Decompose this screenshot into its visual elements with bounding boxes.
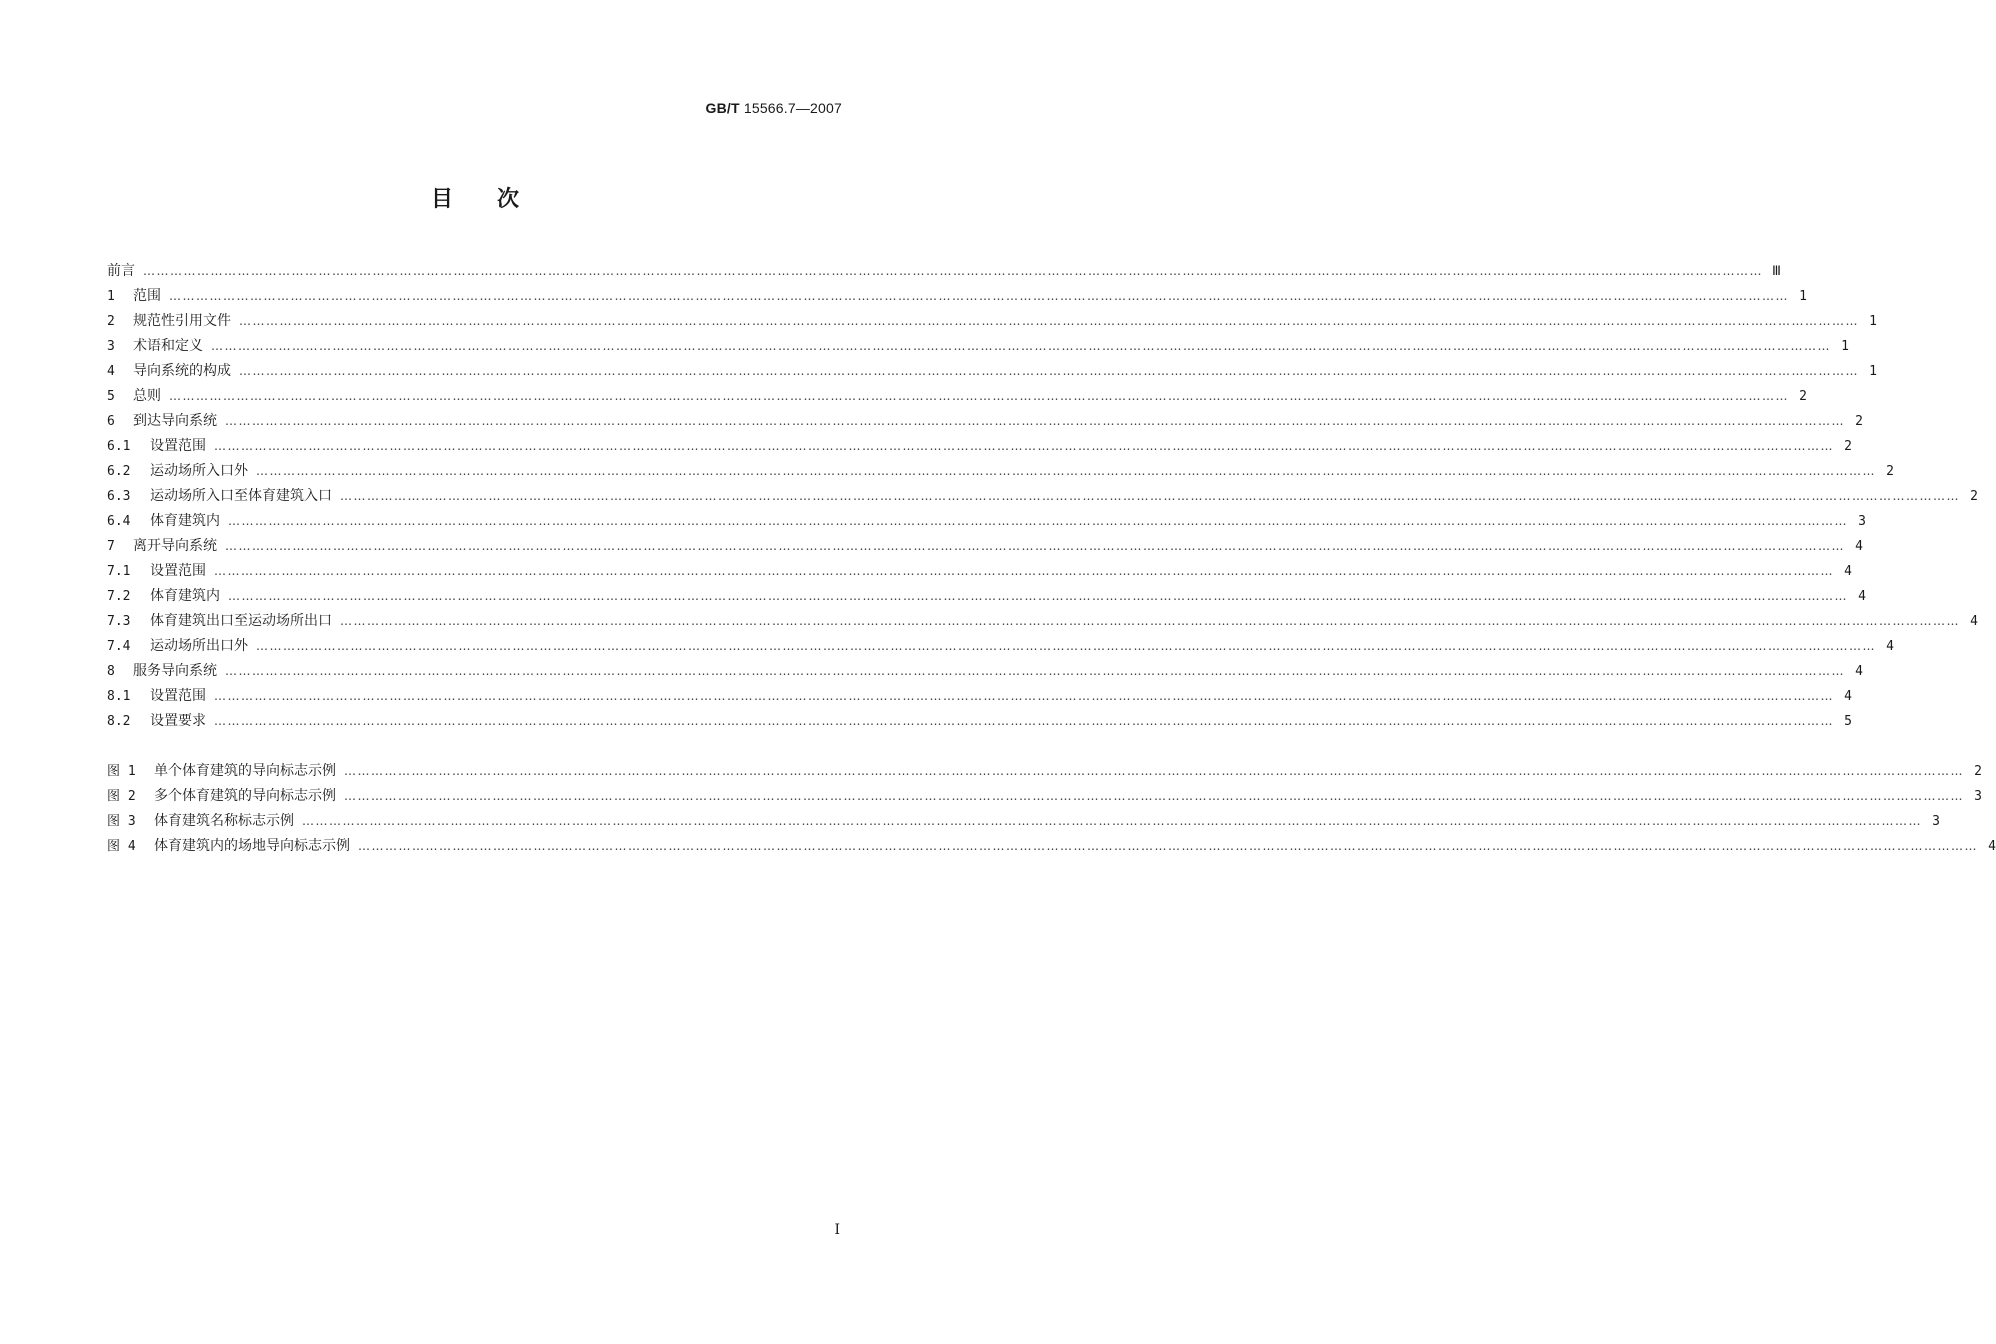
dot-leader: ……………………………………………………………………………………………………………………………………………………………………………………………………………………………………………………………………………………………………………………………… (211, 339, 1831, 353)
dot-leader: ……………………………………………………………………………………………………………………………………………………………………………………………………………………………………………………………………………………………………………………………… (344, 764, 1964, 778)
figure-entry[interactable] (107, 786, 1982, 811)
figure-entry-page: 3 (1974, 789, 1982, 804)
figure-entry-title: 体育建筑内的场地导向标志示例 (154, 838, 350, 854)
toc-figure-list (107, 761, 1996, 861)
dot-leader: ……………………………………………………………………………………………………………………………………………………………………………………………………………………………………………………………………………………………………………………………… (214, 714, 1834, 728)
toc-entry-number: 6.4 (107, 514, 131, 529)
figure-entry-title: 多个体育建筑的导向标志示例 (154, 788, 336, 804)
dot-leader: ……………………………………………………………………………………………………………………………………………………………………………………………………………………………………………………………………………………………………………………………… (302, 814, 1922, 828)
toc-entry-page: 1 (1869, 364, 1877, 379)
toc-entry[interactable] (107, 411, 1863, 436)
dot-leader: ……………………………………………………………………………………………………………………………………………………………………………………………………………………………………………………………………………………………………………………………… (214, 439, 1834, 453)
toc-entry-number: 3 (107, 339, 115, 354)
toc-entry[interactable] (107, 586, 1866, 611)
toc-entry[interactable] (107, 636, 1894, 661)
toc-entry-page: 4 (1970, 614, 1978, 629)
toc-entry-title: 设置范围 (150, 438, 206, 454)
dot-leader: ……………………………………………………………………………………………………………………………………………………………………………………………………………………………………………………………………………………………………………………………… (340, 489, 1960, 503)
figure-entry-title: 单个体育建筑的导向标志示例 (154, 763, 336, 779)
figure-entry[interactable] (107, 761, 1982, 786)
dot-leader: ……………………………………………………………………………………………………………………………………………………………………………………………………………………………………………………………………………………………………………………………… (225, 414, 1845, 428)
toc-entry[interactable] (107, 336, 1849, 361)
toc-entry[interactable] (107, 511, 1866, 536)
standard-id: 15566.7—2007 (743, 100, 842, 116)
toc-entry-title: 设置范围 (150, 563, 206, 579)
toc-entry-title: 运动场所入口外 (150, 463, 248, 479)
toc-entry-number: 7.3 (107, 614, 131, 629)
toc-entry-number: 7.4 (107, 639, 131, 654)
toc-entry-number: 7 (107, 539, 115, 554)
toc-entry[interactable] (107, 311, 1877, 336)
toc-entry-title: 导向系统的构成 (133, 363, 231, 379)
toc-entry-number: 8.1 (107, 689, 131, 704)
toc-entry-page: 1 (1799, 289, 1807, 304)
section-divider (107, 736, 842, 761)
dot-leader: ……………………………………………………………………………………………………………………………………………………………………………………………………………………………………………………………………………………………………………………………… (225, 664, 1845, 678)
toc-entry-page: 4 (1855, 664, 1863, 679)
dot-leader: ……………………………………………………………………………………………………………………………………………………………………………………………………………………………………………………………………………………………………………………………… (358, 839, 1978, 853)
dot-leader: ……………………………………………………………………………………………………………………………………………………………………………………………………………………………………………………………………………………………………………………………… (239, 314, 1859, 328)
standard-prefix: GB/T (705, 100, 740, 116)
toc-entry-number: 4 (107, 364, 115, 379)
toc-entry-title: 范围 (133, 288, 161, 304)
table-of-contents (107, 261, 1996, 861)
toc-entry-page: 4 (1844, 564, 1852, 579)
dot-leader: ……………………………………………………………………………………………………………………………………………………………………………………………………………………………………………………………………………………………………………………………… (143, 264, 1763, 278)
dot-leader: ……………………………………………………………………………………………………………………………………………………………………………………………………………………………………………………………………………………………………………………………… (256, 639, 1876, 653)
toc-entry[interactable] (107, 686, 1852, 711)
toc-entry-number: 6 (107, 414, 115, 429)
toc-entry-title: 体育建筑内 (150, 588, 220, 604)
toc-entry-number: 7.2 (107, 589, 131, 604)
toc-entry-number: 6.1 (107, 439, 131, 454)
toc-entry-page: 2 (1844, 439, 1852, 454)
figure-entry-number: 图 2 (107, 789, 136, 804)
toc-entry[interactable] (107, 611, 1978, 636)
toc-entry-page: 2 (1970, 489, 1978, 504)
dot-leader: ……………………………………………………………………………………………………………………………………………………………………………………………………………………………………………………………………………………………………………………………… (225, 539, 1845, 553)
figure-entry-number: 图 3 (107, 814, 136, 829)
toc-entry-page: 2 (1799, 389, 1807, 404)
figure-entry-title: 体育建筑名称标志示例 (154, 813, 294, 829)
toc-entry[interactable] (107, 486, 1978, 511)
toc-entry-title: 到达导向系统 (133, 413, 217, 429)
figure-entry-page: 4 (1988, 839, 1996, 854)
toc-entry-number: 5 (107, 389, 115, 404)
figure-entry[interactable] (107, 836, 1996, 861)
toc-entry-title: 运动场所出口外 (150, 638, 248, 654)
figure-entry-page: 3 (1932, 814, 1940, 829)
toc-entry-title: 体育建筑出口至运动场所出口 (150, 613, 332, 629)
dot-leader: ……………………………………………………………………………………………………………………………………………………………………………………………………………………………………………………………………………………………………………………………… (228, 514, 1848, 528)
toc-entry-page: 5 (1844, 714, 1852, 729)
toc-entry-title: 总则 (133, 388, 161, 404)
toc-entry-title: 服务导向系统 (133, 663, 217, 679)
toc-entry-number: 8.2 (107, 714, 131, 729)
page-title: 目次 (430, 187, 563, 212)
figure-entry[interactable] (107, 811, 1940, 836)
toc-entry-title: 设置范围 (150, 688, 206, 704)
toc-entry-page: 4 (1855, 539, 1863, 554)
toc-entry-number: 2 (107, 314, 115, 329)
toc-entry-page: 1 (1841, 339, 1849, 354)
figure-entry-page: 2 (1974, 764, 1982, 779)
toc-entry[interactable] (107, 536, 1863, 561)
toc-entry-title: 运动场所入口至体育建筑入口 (150, 488, 332, 504)
figure-entry-number: 图 1 (107, 764, 136, 779)
toc-entry-number: 6.2 (107, 464, 131, 479)
toc-entry[interactable] (107, 711, 1852, 736)
toc-entry[interactable] (107, 286, 1807, 311)
toc-entry-page: 4 (1886, 639, 1894, 654)
toc-entry-page: 3 (1858, 514, 1866, 529)
toc-entry-page: 4 (1844, 689, 1852, 704)
dot-leader: ……………………………………………………………………………………………………………………………………………………………………………………………………………………………………………………………………………………………………………………………… (256, 464, 1876, 478)
toc-entry[interactable] (107, 561, 1852, 586)
dot-leader: ……………………………………………………………………………………………………………………………………………………………………………………………………………………………………………………………………………………………………………………………… (340, 614, 1960, 628)
toc-entry-number: 6.3 (107, 489, 131, 504)
toc-entry[interactable] (107, 361, 1877, 386)
toc-entry-number: 8 (107, 664, 115, 679)
toc-entry-page: Ⅲ (1772, 264, 1781, 279)
dot-leader: ……………………………………………………………………………………………………………………………………………………………………………………………………………………………………………………………………………………………………………………………… (214, 564, 1834, 578)
dot-leader: ……………………………………………………………………………………………………………………………………………………………………………………………………………………………………………………………………………………………………………………………… (228, 589, 1848, 603)
toc-entry-page: 4 (1858, 589, 1866, 604)
toc-section-list (107, 261, 1978, 736)
toc-entry[interactable] (107, 261, 1781, 286)
toc-entry[interactable] (107, 386, 1807, 411)
figure-entry-number: 图 4 (107, 839, 136, 854)
toc-entry-title: 术语和定义 (133, 338, 203, 354)
toc-entry-title: 设置要求 (150, 713, 206, 729)
toc-entry-page: 1 (1869, 314, 1877, 329)
dot-leader: ……………………………………………………………………………………………………………………………………………………………………………………………………………………………………………………………………………………………………………………………… (214, 689, 1834, 703)
page-number: I (834, 1222, 840, 1238)
dot-leader: ……………………………………………………………………………………………………………………………………………………………………………………………………………………………………………………………………………………………………………………………… (169, 289, 1789, 303)
toc-entry[interactable] (107, 436, 1852, 461)
toc-entry-page: 2 (1855, 414, 1863, 429)
toc-entry-title: 规范性引用文件 (133, 313, 231, 329)
toc-entry-number: 1 (107, 289, 115, 304)
toc-entry-page: 2 (1886, 464, 1894, 479)
toc-entry[interactable] (107, 461, 1894, 486)
toc-entry-number: 7.1 (107, 564, 131, 579)
toc-entry-title: 离开导向系统 (133, 538, 217, 554)
toc-entry-title: 体育建筑内 (150, 513, 220, 529)
dot-leader: ……………………………………………………………………………………………………………………………………………………………………………………………………………………………………………………………………………………………………………………………… (344, 789, 1964, 803)
dot-leader: ……………………………………………………………………………………………………………………………………………………………………………………………………………………………………………………………………………………………………………………………… (239, 364, 1859, 378)
standard-number (706, 100, 843, 116)
dot-leader: ……………………………………………………………………………………………………………………………………………………………………………………………………………………………………………………………………………………………………………………………… (169, 389, 1789, 403)
toc-entry-title: 前言 (107, 263, 135, 279)
toc-entry[interactable] (107, 661, 1863, 686)
